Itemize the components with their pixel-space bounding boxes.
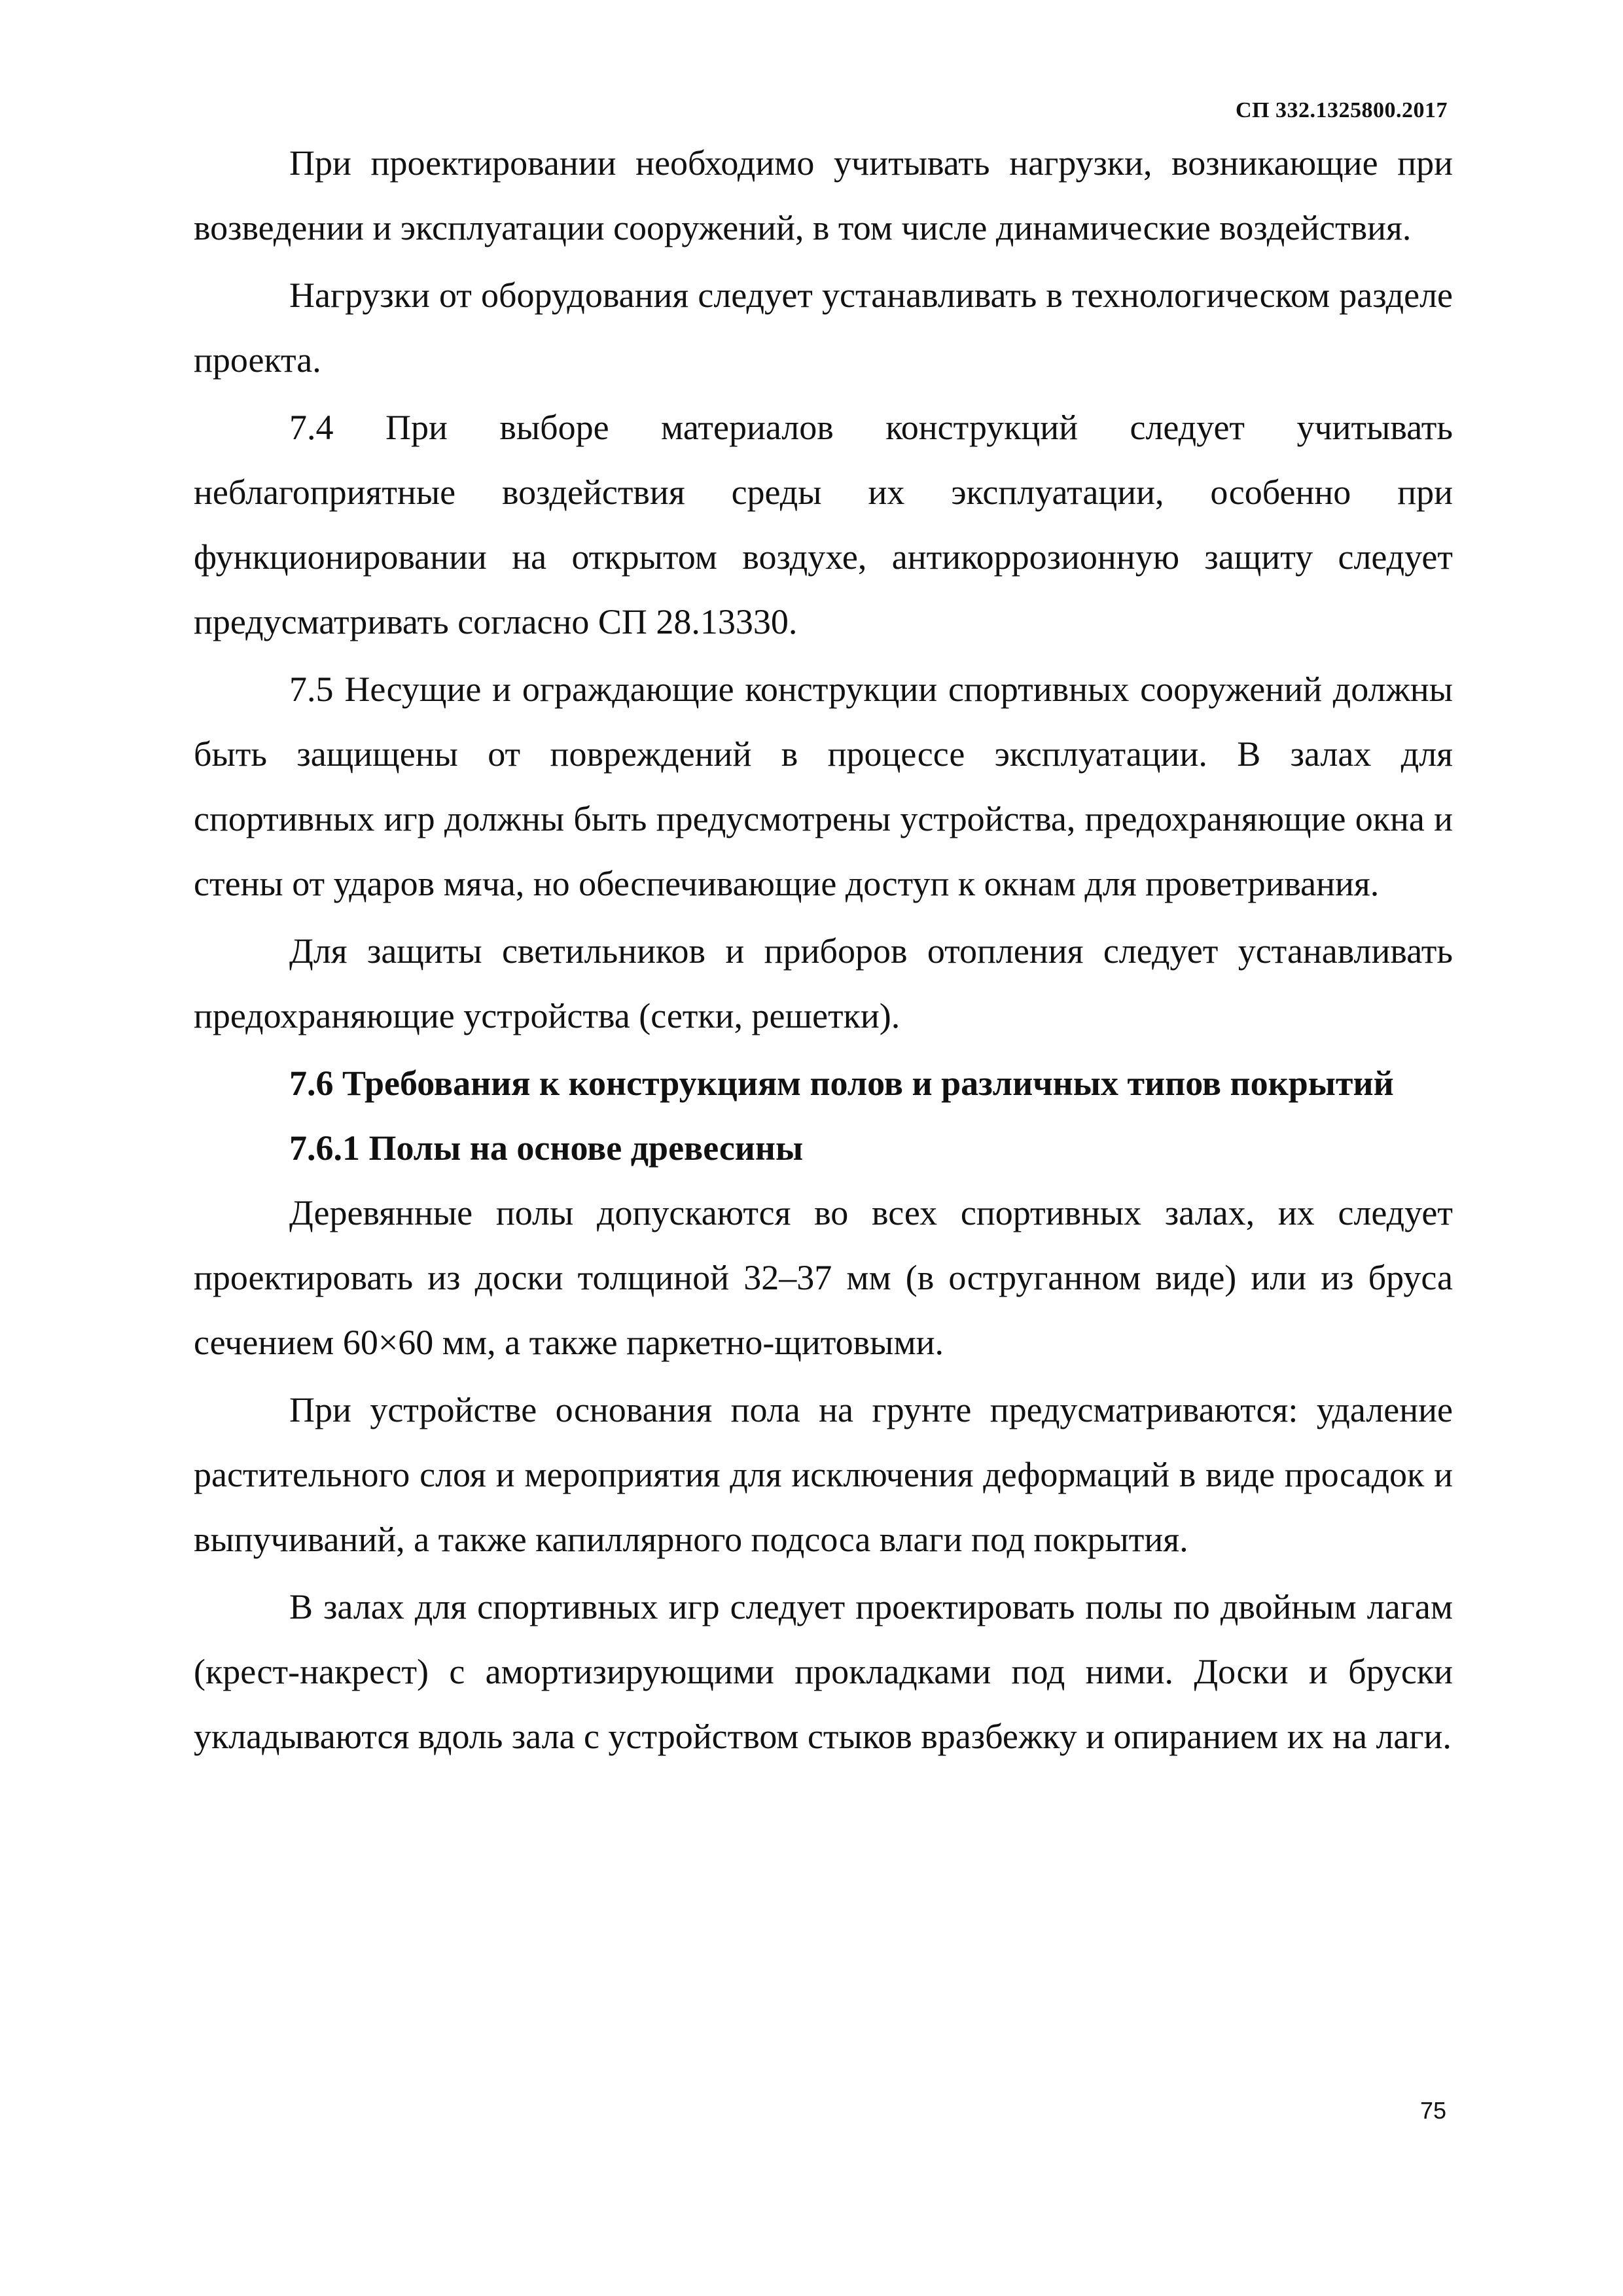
paragraph-lighting-protection: Для защиты светильников и приборов отопления следует устанавливать предохраняющие устройства (сетки, решетки). [194, 931, 1453, 1035]
section-heading-7-6: 7.6 Требования к конструкциям полов и различных типов покрытий [289, 1064, 1394, 1103]
paragraph-floor-base: При устройстве основания пола на грунте предусматриваются: удаление растительного слоя и мероприятия для исключения деформаций в виде просадок и выпучиваний, а также капиллярного подсоса влаги под покрытия. [194, 1390, 1453, 1559]
paragraph-7-5: 7.5 Несущие и ограждающие конструкции спортивных сооружений должны быть защищены от повреждений в процессе эксплуатации. В залах для спортивных игр должны быть предусмотрены устройства, предохраняющие окна и стены от ударов мяча, но обеспечивающие доступ к окнам для проветривания. [194, 670, 1453, 903]
paragraph-equipment-loads: Нагрузки от оборудования следует устанавливать в технологическом разделе проекта. [194, 276, 1453, 380]
page-number: 75 [1419, 2097, 1446, 2124]
paragraph-7-4: 7.4 При выборе материалов конструкций следует учитывать неблагоприятные воздействия среды их эксплуатации, особенно при функционировании на открытом воздухе, антикоррозионную защиту следует предусматривать согласно СП 28.13330. [194, 408, 1453, 641]
document-code: СП 332.1325800.2017 [1236, 98, 1448, 122]
subsection-heading-7-6-1: 7.6.1 Полы на основе древесины [289, 1128, 804, 1168]
paragraph-wooden-floors: Деревянные полы допускаются во всех спортивных залах, их следует проектировать из доски толщиной 32–37 мм (в оструганном виде) или из бруса сечением 60×60 мм, а также паркетно-щитовыми. [194, 1193, 1453, 1362]
page-content [194, 131, 1453, 1772]
paragraph-double-joists: В залах для спортивных игр следует проектировать полы по двойным лагам (крест-накрест) с амортизирующими прокладками под ними. Доски и бруски укладываются вдоль зала с устройством стыков вразбежку и опиранием их на лаги. [194, 1587, 1453, 1756]
paragraph-loads: При проектировании необходимо учитывать нагрузки, возникающие при возведении и эксплуатации сооружений, в том числе динамические воздействия. [194, 143, 1453, 247]
